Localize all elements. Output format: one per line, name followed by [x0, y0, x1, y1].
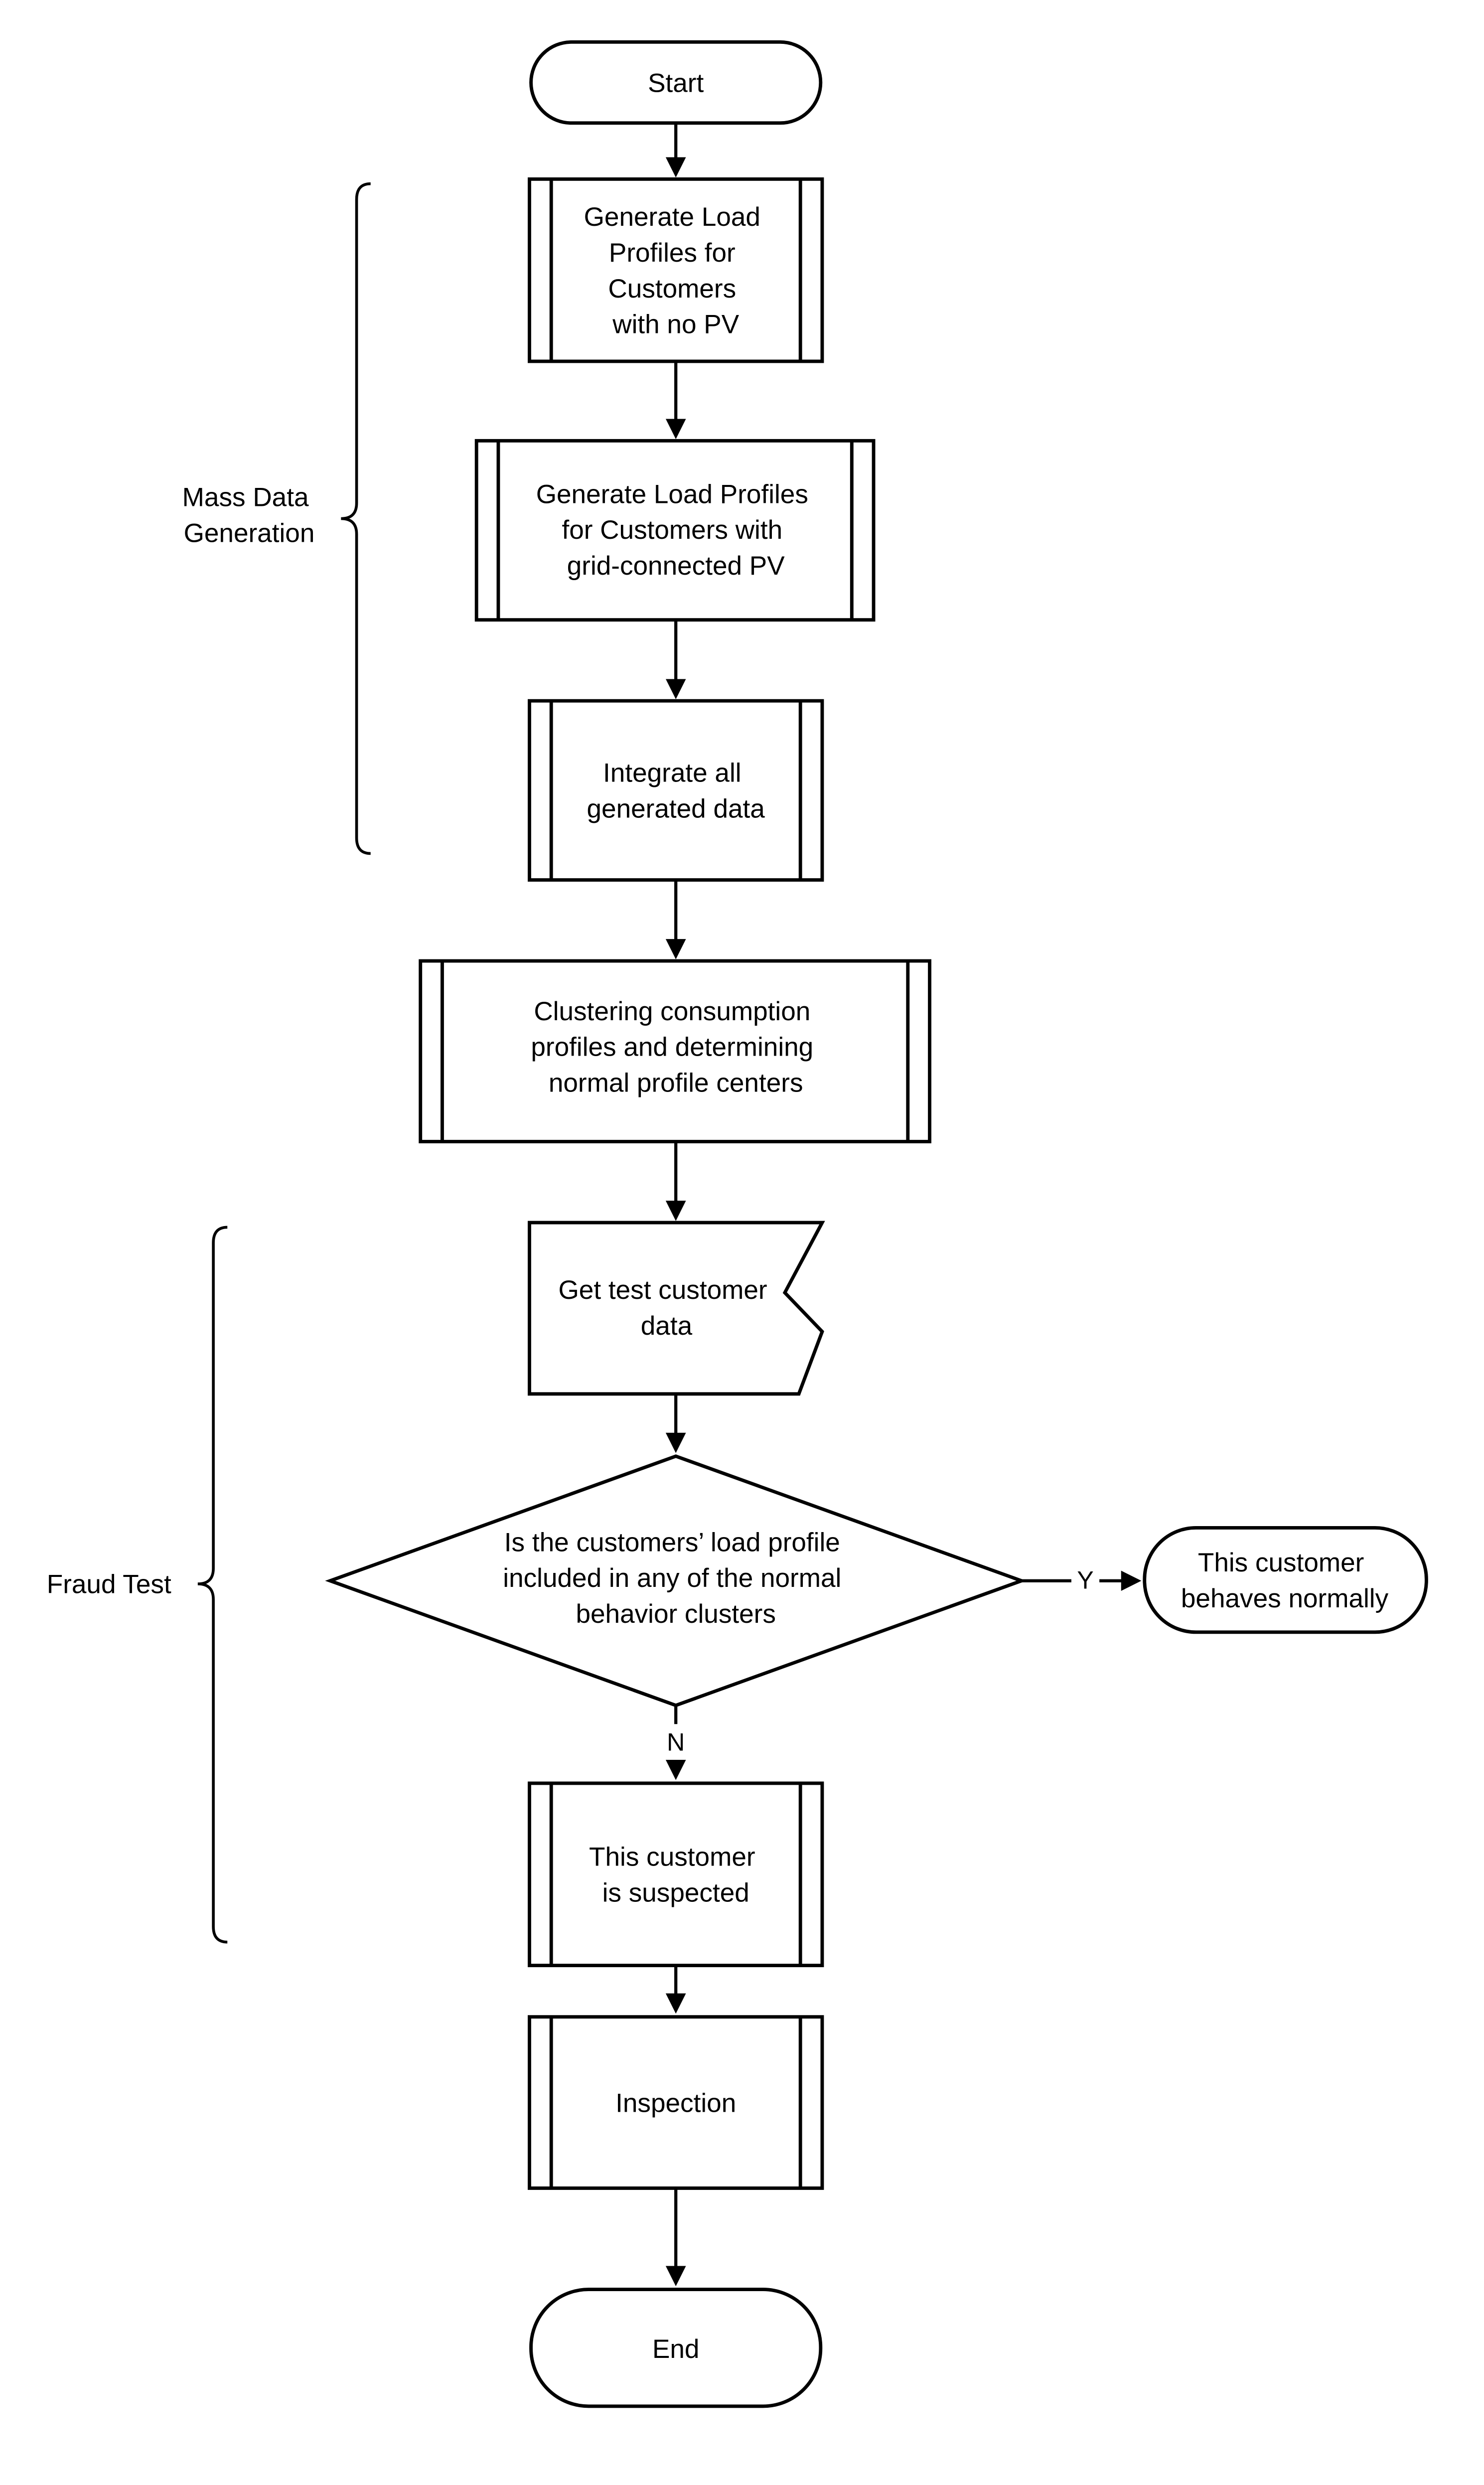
- integrate-data-shape: [529, 701, 822, 880]
- node-suspected: [529, 1783, 822, 1966]
- decision-label: Is the customers’ load profile included in any of the normal behavior clusters: [503, 1528, 842, 1629]
- group-fraud-test: [47, 1227, 227, 1942]
- group-mass-data-generation: [182, 184, 371, 854]
- generate-grid-pv-label: Generate Load Profiles for Customers with grid-connected PV: [536, 479, 808, 581]
- node-generate-no-pv: [529, 179, 822, 361]
- behaves-normally-shape: [1145, 1528, 1427, 1632]
- mass-data-generation-label: Mass Data Generation: [182, 482, 315, 548]
- node-start: [531, 42, 821, 123]
- node-end: [531, 2290, 821, 2406]
- no-edge-label: N: [667, 1728, 685, 1756]
- get-test-data-label: Get test customer data: [558, 1275, 767, 1341]
- yes-edge-label: Y: [1077, 1566, 1094, 1594]
- start-label: Start: [648, 68, 704, 98]
- edge-decision-no: [667, 1706, 685, 1777]
- get-test-data-shape: [529, 1223, 822, 1394]
- suspected-shape: [529, 1783, 822, 1966]
- fraud-test-brace: [198, 1227, 227, 1942]
- mass-data-generation-brace: [341, 184, 370, 854]
- edge-decision-yes: [1022, 1566, 1138, 1594]
- node-clustering: [421, 961, 930, 1141]
- integrate-data-label: Integrate all generated data: [587, 758, 765, 824]
- suspected-label: This customer is suspected: [589, 1842, 755, 1908]
- generate-no-pv-label: Generate Load Profiles for Customers with no PV: [584, 202, 760, 339]
- inspection-label: Inspection: [615, 2088, 737, 2118]
- node-inspection: [529, 2017, 822, 2188]
- fraud-test-label: Fraud Test: [46, 1569, 171, 1599]
- node-integrate-data: [529, 701, 822, 880]
- behaves-normally-label: This customer behaves normally: [1181, 1548, 1389, 1613]
- node-get-test-data: [529, 1223, 822, 1394]
- node-decision: [330, 1456, 1021, 1706]
- clustering-label: Clustering consumption profiles and determining normal profile centers: [531, 996, 814, 1098]
- node-generate-grid-pv: [476, 441, 874, 620]
- node-behaves-normally: [1145, 1528, 1427, 1632]
- end-label: End: [652, 2334, 700, 2364]
